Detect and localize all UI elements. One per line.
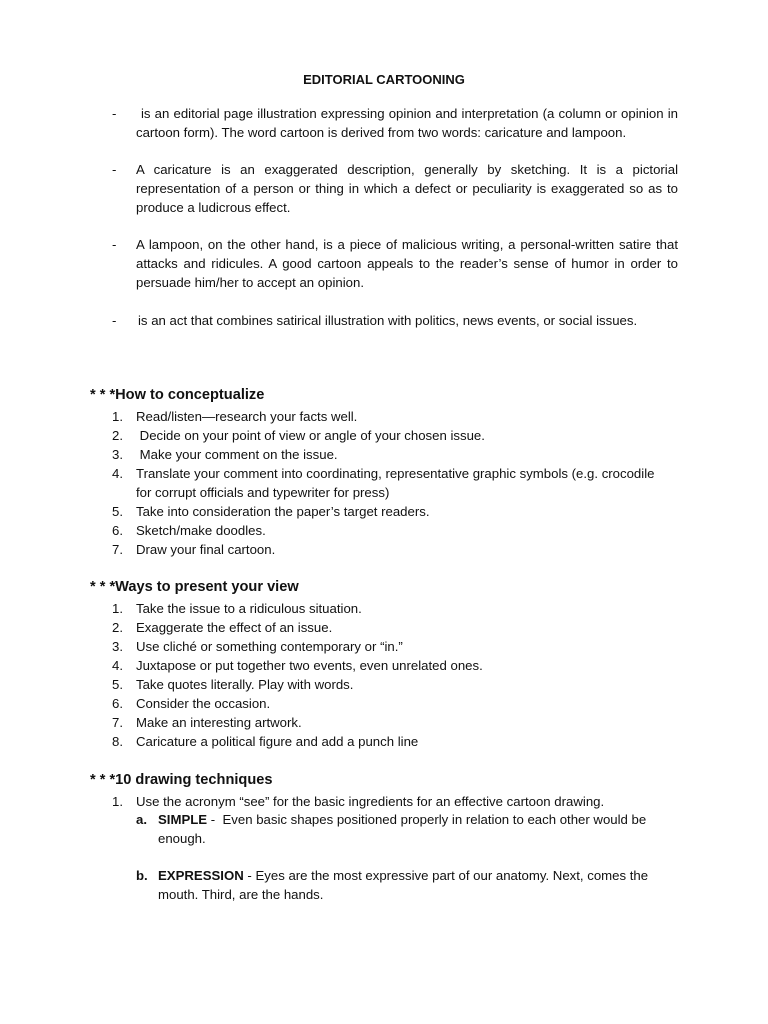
- see-sub-list: [136, 810, 666, 904]
- item-number: 1.: [112, 601, 123, 616]
- item-number: 2.: [112, 620, 123, 635]
- item-text: Decide on your point of view or angle of your chosen issue.: [136, 428, 485, 443]
- item-text: Take into consideration the paper’s target readers.: [136, 504, 430, 519]
- bullet-dash: -: [112, 313, 117, 328]
- sub-item-text: - Even basic shapes positioned properly in relation to each other would be enough.: [158, 812, 650, 846]
- bullet-item: [112, 235, 678, 292]
- item-text: Translate your comment into coordinating, representative graphic symbols (e.g. crocodile for corrupt officials and typewriter for press): [136, 466, 655, 500]
- item-number: 2.: [112, 428, 123, 443]
- sub-item-text: - Eyes are the most expressive part of our anatomy. Next, comes the mouth. Third, are the hands.: [158, 868, 649, 902]
- item-text: Make an interesting artwork.: [136, 715, 302, 730]
- item-number: 1.: [112, 794, 123, 809]
- item-number: 7.: [112, 715, 123, 730]
- bullet-text: is an editorial page illustration expressing opinion and interpretation (a column or opinion in cartoon form). The word cartoon is derived from two words: caricature and lampoon.: [136, 106, 678, 140]
- conceptualize-list: [112, 407, 672, 559]
- definition-bullets: [112, 104, 678, 330]
- item-text: Use cliché or something contemporary or “in.”: [136, 639, 403, 654]
- sub-item-simple: [136, 810, 666, 848]
- item-number: 8.: [112, 734, 123, 749]
- section-heading-conceptualize: * * *How to conceptualize: [90, 387, 265, 403]
- bullet-dash: -: [112, 162, 117, 177]
- sub-item-expression: [136, 866, 666, 904]
- item-number: 1.: [112, 409, 123, 424]
- item-text: Caricature a political figure and add a punch line: [136, 734, 419, 749]
- list-item: [112, 637, 672, 656]
- item-text: Take quotes literally. Play with words.: [136, 677, 354, 692]
- document-title: EDITORIAL CARTOONING: [303, 72, 465, 87]
- sub-item-term: SIMPLE: [158, 812, 208, 827]
- bullet-dash: -: [112, 106, 117, 121]
- item-text: Exaggerate the effect of an issue.: [136, 620, 333, 635]
- bullet-text: A lampoon, on the other hand, is a piece of malicious writing, a personal-written satire that attacks and ridicules. A good cartoon appeals to the reader’s sense of humor in order to persuade him/her to accept an opinion.: [136, 237, 678, 290]
- item-text: Take the issue to a ridiculous situation.: [136, 601, 362, 616]
- item-text: Make your comment on the issue.: [136, 447, 338, 462]
- bullet-text: A caricature is an exaggerated description, generally by sketching. It is a pictorial representation of a person or thing in which a defect or peculiarity is exaggerated so as to produce a ludicrous effect.: [136, 162, 678, 215]
- item-number: 6.: [112, 523, 123, 538]
- item-number: 6.: [112, 696, 123, 711]
- list-item: [112, 445, 672, 464]
- sub-item-term: EXPRESSION: [158, 868, 244, 883]
- list-item: [112, 407, 672, 426]
- sub-item-letter: b.: [136, 868, 148, 883]
- present-view-list: [112, 599, 672, 751]
- section-heading-drawing-techniques: * * *10 drawing techniques: [90, 772, 273, 788]
- list-item: [112, 464, 672, 502]
- item-text: Read/listen—research your facts well.: [136, 409, 358, 424]
- item-text: Sketch/make doodles.: [136, 523, 266, 538]
- item-text: Juxtapose or put together two events, even unrelated ones.: [136, 658, 483, 673]
- list-item: [112, 502, 672, 521]
- list-item: [112, 713, 672, 732]
- bullet-item: [112, 104, 678, 142]
- sub-item-letter: a.: [136, 812, 147, 827]
- item-number: 5.: [112, 504, 123, 519]
- list-item: [112, 694, 672, 713]
- bullet-text: is an act that combines satirical illustration with politics, news events, or social issues.: [138, 313, 638, 328]
- list-item: [112, 792, 672, 811]
- list-item: [112, 599, 672, 618]
- item-number: 3.: [112, 447, 123, 462]
- bullet-item: [112, 160, 678, 217]
- section-heading-present-view: * * *Ways to present your view: [90, 579, 299, 595]
- list-item: [112, 618, 672, 637]
- item-number: 3.: [112, 639, 123, 654]
- item-text: Use the acronym “see” for the basic ingredients for an effective cartoon drawing.: [136, 794, 605, 809]
- list-item: [112, 521, 672, 540]
- item-number: 5.: [112, 677, 123, 692]
- item-number: 4.: [112, 658, 123, 673]
- bullet-item: [112, 311, 678, 330]
- item-text: Consider the occasion.: [136, 696, 271, 711]
- item-number: 7.: [112, 542, 123, 557]
- drawing-techniques-list: [112, 792, 672, 811]
- item-text: Draw your final cartoon.: [136, 542, 276, 557]
- list-item: [112, 540, 672, 559]
- list-item: [112, 656, 672, 675]
- list-item: [112, 675, 672, 694]
- list-item: [112, 426, 672, 445]
- bullet-dash: -: [112, 237, 117, 252]
- item-number: 4.: [112, 466, 123, 481]
- list-item: [112, 732, 672, 751]
